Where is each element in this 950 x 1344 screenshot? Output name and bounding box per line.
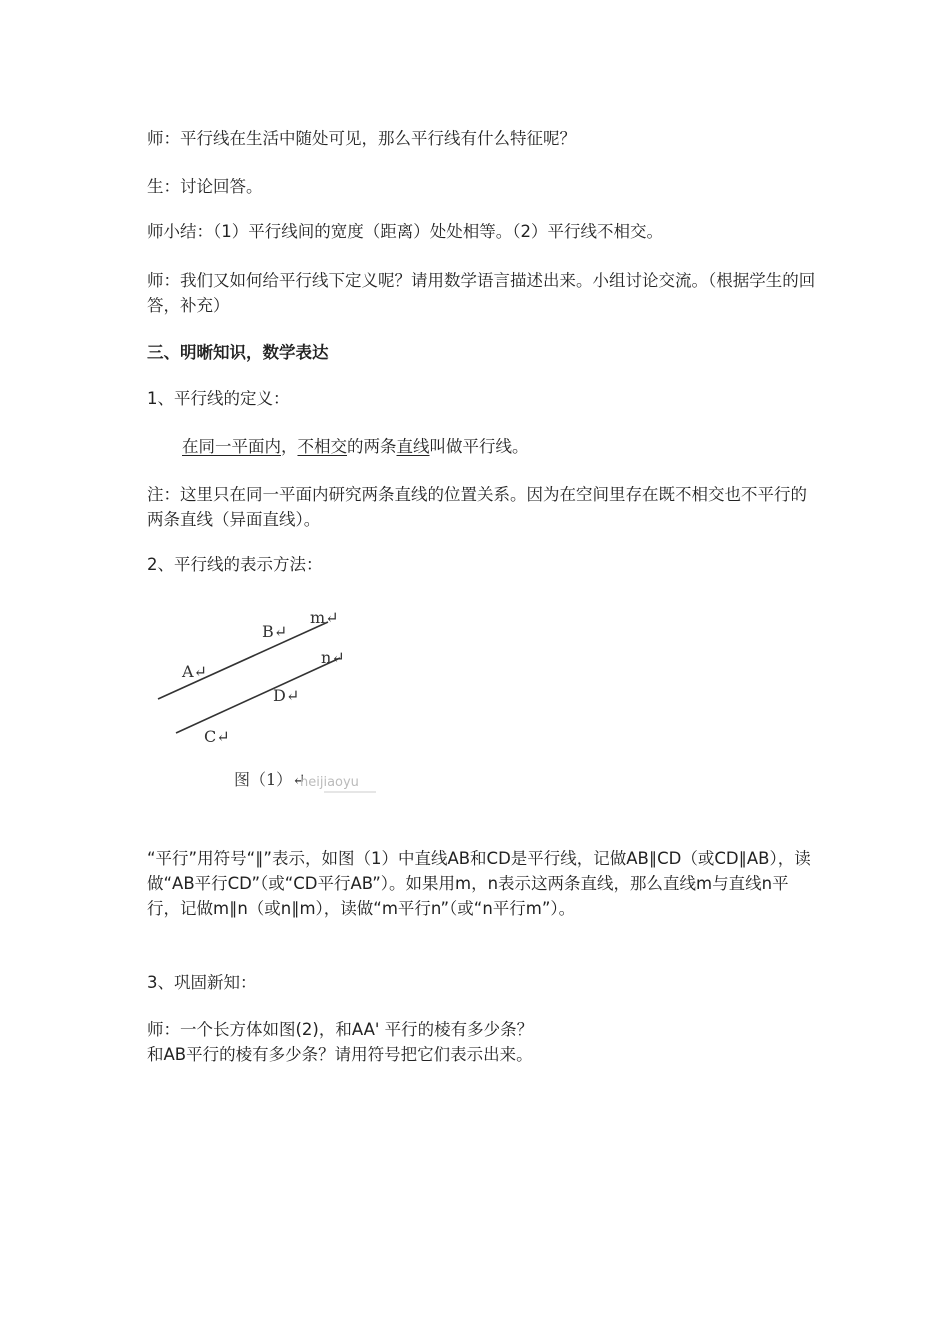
line-m bbox=[158, 622, 328, 699]
item-1-heading: 1、平行线的定义： bbox=[147, 389, 290, 408]
watermark-text: heijiaoyu bbox=[300, 775, 359, 790]
label-C: C↵ bbox=[204, 727, 230, 746]
paragraph-teacher-question: 师：平行线在生活中随处可见，那么平行线有什么特征呢？ bbox=[147, 129, 576, 148]
definition-straight-lines: 直线 bbox=[396, 437, 430, 456]
paragraph-cuboid-question-1: 师：一个长方体如图(2)，和AA' 平行的棱有多少条？ bbox=[147, 1020, 534, 1039]
label-n: n↵ bbox=[321, 648, 345, 667]
paragraph-student-answer: 生：讨论回答。 bbox=[147, 177, 263, 196]
paragraph-note: 注：这里只在同一平面内研究两条直线的位置关系。因为在空间里存在既不相交也不平行的两条直线（异面直线）。 bbox=[147, 485, 807, 529]
parallel-definition bbox=[182, 434, 802, 459]
definition-called: 叫做平行线。 bbox=[429, 437, 529, 456]
label-A: A↵ bbox=[182, 662, 207, 681]
figure-caption: 图（1）↵ bbox=[234, 770, 306, 789]
definition-same-plane: 在同一平面内 bbox=[182, 437, 281, 456]
definition-two: 的两条 bbox=[347, 437, 397, 456]
definition-comma: ， bbox=[281, 437, 298, 456]
section-heading-3: 三、明晰知识，数学表达 bbox=[147, 343, 329, 362]
paragraph-teacher-summary: 师小结：（1）平行线间的宽度（距离）处处相等。（2）平行线不相交。 bbox=[147, 222, 663, 241]
item-2-heading: 2、平行线的表示方法： bbox=[147, 555, 323, 574]
label-D: D↵ bbox=[273, 686, 300, 705]
definition-not-intersect: 不相交 bbox=[297, 437, 347, 456]
item-3-heading: 3、巩固新知： bbox=[147, 973, 257, 992]
paragraph-symbol-notation: “平行”用符号“∥”表示，如图（1）中直线AB和CD是平行线，记做AB∥CD（或CD∥AB），读做“AB平行CD”（或“CD平行AB”）。如果用m，n表示这两条直线，那么直线m与直线n平行，记做m∥n（或n∥m），读做“m平行n”（或“n平行m”）。 bbox=[147, 849, 811, 918]
label-m: m↵ bbox=[310, 608, 339, 627]
label-B: B↵ bbox=[262, 622, 288, 641]
paragraph-definition-question: 师：我们又如何给平行线下定义呢？请用数学语言描述出来。小组讨论交流。（根据学生的回答，补充） bbox=[147, 271, 816, 315]
paragraph-cuboid-question-2: 和AB平行的棱有多少条？请用符号把它们表示出来。 bbox=[147, 1045, 533, 1064]
parallel-lines-figure bbox=[140, 596, 400, 816]
